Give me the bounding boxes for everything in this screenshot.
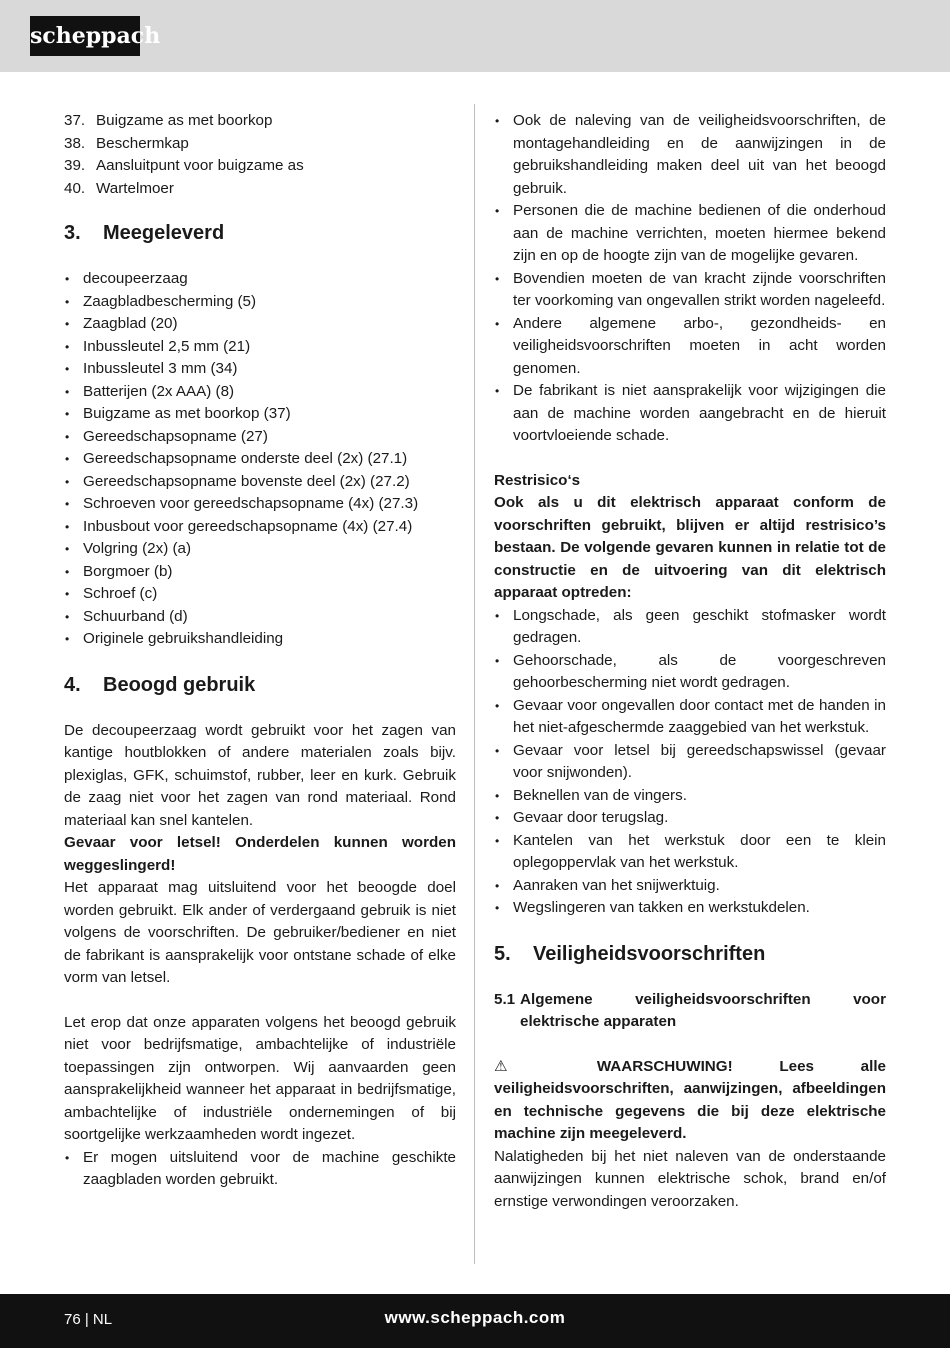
list-item: • Batterijen (2x AAA) (8) (64, 381, 456, 404)
website-link: www.scheppach.com (384, 1308, 566, 1327)
warning-triangle-icon: ⚠ (494, 1057, 551, 1075)
intended-use-bullets (494, 110, 886, 448)
list-item: • Gereedschapsopname bovenste deel (2x) (27.2) (64, 471, 456, 494)
list-item: • Gevaar voor ongevallen door contact met de handen in het niet-afgeschermde zaaggebied van het werkstuk. (494, 695, 886, 740)
list-item: • Gereedschapsopname (27) (64, 426, 456, 449)
list-item: • Er mogen uitsluitend voor de machine geschikte zaagbladen worden gebruikt. (64, 1147, 456, 1192)
parts-list (64, 110, 456, 200)
list-item: • Aanraken van het snijwerktuig. (494, 875, 886, 898)
right-column (494, 110, 886, 1213)
list-item: • Zaagbladbescherming (5) (64, 291, 456, 314)
negligence-paragraph: Nalatigheden bij het niet naleven van de onderstaande aanwijzingen kunnen elektrische schok, brand en/of ernstige verwondingen veroorzaken. (494, 1147, 886, 1210)
list-item: • Gereedschapsopname onderste deel (2x) (27.1) (64, 448, 456, 471)
delivered-items-list (64, 268, 456, 651)
list-item: • Buigzame as met boorkop (37) (64, 403, 456, 426)
list-item: • Gevaar door terugslag. (494, 807, 886, 830)
list-item: 38. Beschermkap (64, 134, 189, 152)
list-item: • Personen die de machine bedienen of die onderhoud aan de machine verrichten, moeten hiermee bekend zijn en op de hoogte zijn van de mogelijke gevaren. (494, 200, 886, 268)
residual-risks-heading: Restrisico‘s (494, 471, 581, 489)
section-3-heading: 3. Meegeleverd (64, 222, 225, 244)
section-4-heading: 4. Beoogd gebruik (64, 673, 256, 696)
list-item: • De fabrikant is niet aansprakelijk voor wijzigingen die aan de machine worden aangebracht en de hieruit voortvloeiende schade. (494, 380, 886, 448)
list-item: • Andere algemene arbo-, gezondheids- en veiligheidsvoorschriften moeten in acht worden genomen. (494, 313, 886, 381)
saw-blade-note (64, 1147, 456, 1192)
left-column (64, 110, 456, 1192)
subsection-5-1-heading: 5.1 Algemene veiligheidsvoorschriften voor elektrische apparaten (494, 990, 886, 1030)
section-5-heading: 5. Veiligheidsvoorschriften (494, 942, 766, 965)
list-item: • Schroef (c) (64, 583, 456, 606)
list-item: • Zaagblad (20) (64, 313, 456, 336)
list-item: 40. Wartelmoer (64, 179, 174, 197)
page-number: 76 | NL (64, 1311, 113, 1328)
list-item: • Borgmoer (b) (64, 561, 456, 584)
list-item: • Schroeven voor gereedschapsopname (4x) (27.3) (64, 493, 456, 516)
intended-use-paragraph: De decoupeerzaag wordt gebruikt voor het zagen van kantige houtblokken of andere materialen zoals bijv. plexiglas, GFK, schuimstof, rubber, leer en kurk. Gebruik de zaag niet voor het zagen van rond materiaal. Rond materiaal kan snel kantelen. (64, 721, 456, 829)
liability-paragraph: Let erop dat onze apparaten volgens het beoogd gebruik niet voor bedrijfsmatige, ambachtelijke of industriële toepassingen zijn ontworpen. Wij aanvaarden geen aansprakelijkheid wanneer het apparaat in bedrijfsmatige, ambachtelijke of industriële ondernemingen of bij soortgelijke werkzaamheden wordt ingezet. (64, 1013, 456, 1143)
list-item: • decoupeerzaag (64, 268, 456, 291)
column-divider (474, 104, 475, 1264)
list-item: • Bovendien moeten de van kracht zijnde voorschriften ter voorkoming van ongevallen strikt worden nageleefd. (494, 268, 886, 313)
list-item: • Beknellen van de vingers. (494, 785, 886, 808)
header-bar (0, 0, 950, 72)
list-item: • Gevaar voor letsel bij gereedschapswissel (gevaar voor snijwonden). (494, 740, 886, 785)
usage-paragraph: Het apparaat mag uitsluitend voor het beoogde doel worden gebruikt. Elk ander of verdergaand gebruik is niet volgens de voorschriften. De gebruiker/bediener en niet de fabrikant is aansprakelijk voor ontstane schade of elke vorm van letsel. (64, 879, 456, 986)
list-item: • Inbussleutel 3 mm (34) (64, 358, 456, 381)
residual-risks-intro: Ook als u dit elektrisch apparaat conform de voorschriften gebruikt, blijven er altijd restrisico’s bestaan. De volgende gevaren kunnen in relatie tot de constructie en de uitvoering van dit elektrisch apparaat optreden: (494, 494, 886, 601)
general-warning: ⚠ WAARSCHUWING! Lees alle veiligheidsvoorschriften, aanwijzingen, afbeeldingen en technische gegevens die bij deze elektrische machine zijn meegeleverd. (494, 1057, 886, 1142)
list-item: • Kantelen van het werkstuk door een te klein oplegoppervlak van het werkstuk. (494, 830, 886, 875)
residual-risks-list (494, 605, 886, 920)
injury-warning: Gevaar voor letsel! Onderdelen kunnen worden weggeslingerd! (64, 834, 456, 874)
list-item: 37. Buigzame as met boorkop (64, 112, 273, 129)
list-item: • Gehoorschade, als de voorgeschreven gehoorbescherming niet wordt gedragen. (494, 650, 886, 695)
list-item: • Ook de naleving van de veiligheidsvoorschriften, de montagehandleiding en de aanwijzingen in de gebruikshandleiding maken deel uit van het beoogd gebruik. (494, 110, 886, 200)
list-item: • Longschade, als geen geschikt stofmasker wordt gedragen. (494, 605, 886, 650)
list-item: 39. Aansluitpunt voor buigzame as (64, 157, 304, 174)
list-item: • Originele gebruikshandleiding (64, 628, 456, 651)
scheppach-logo: scheppach (30, 16, 140, 56)
list-item: • Schuurband (d) (64, 606, 456, 629)
list-item: • Volgring (2x) (a) (64, 538, 456, 561)
footer-bar (0, 1294, 950, 1348)
list-item: • Inbussleutel 2,5 mm (21) (64, 336, 456, 359)
list-item: • Wegslingeren van takken en werkstukdelen. (494, 897, 886, 920)
list-item: • Inbusbout voor gereedschapsopname (4x) (27.4) (64, 516, 456, 539)
